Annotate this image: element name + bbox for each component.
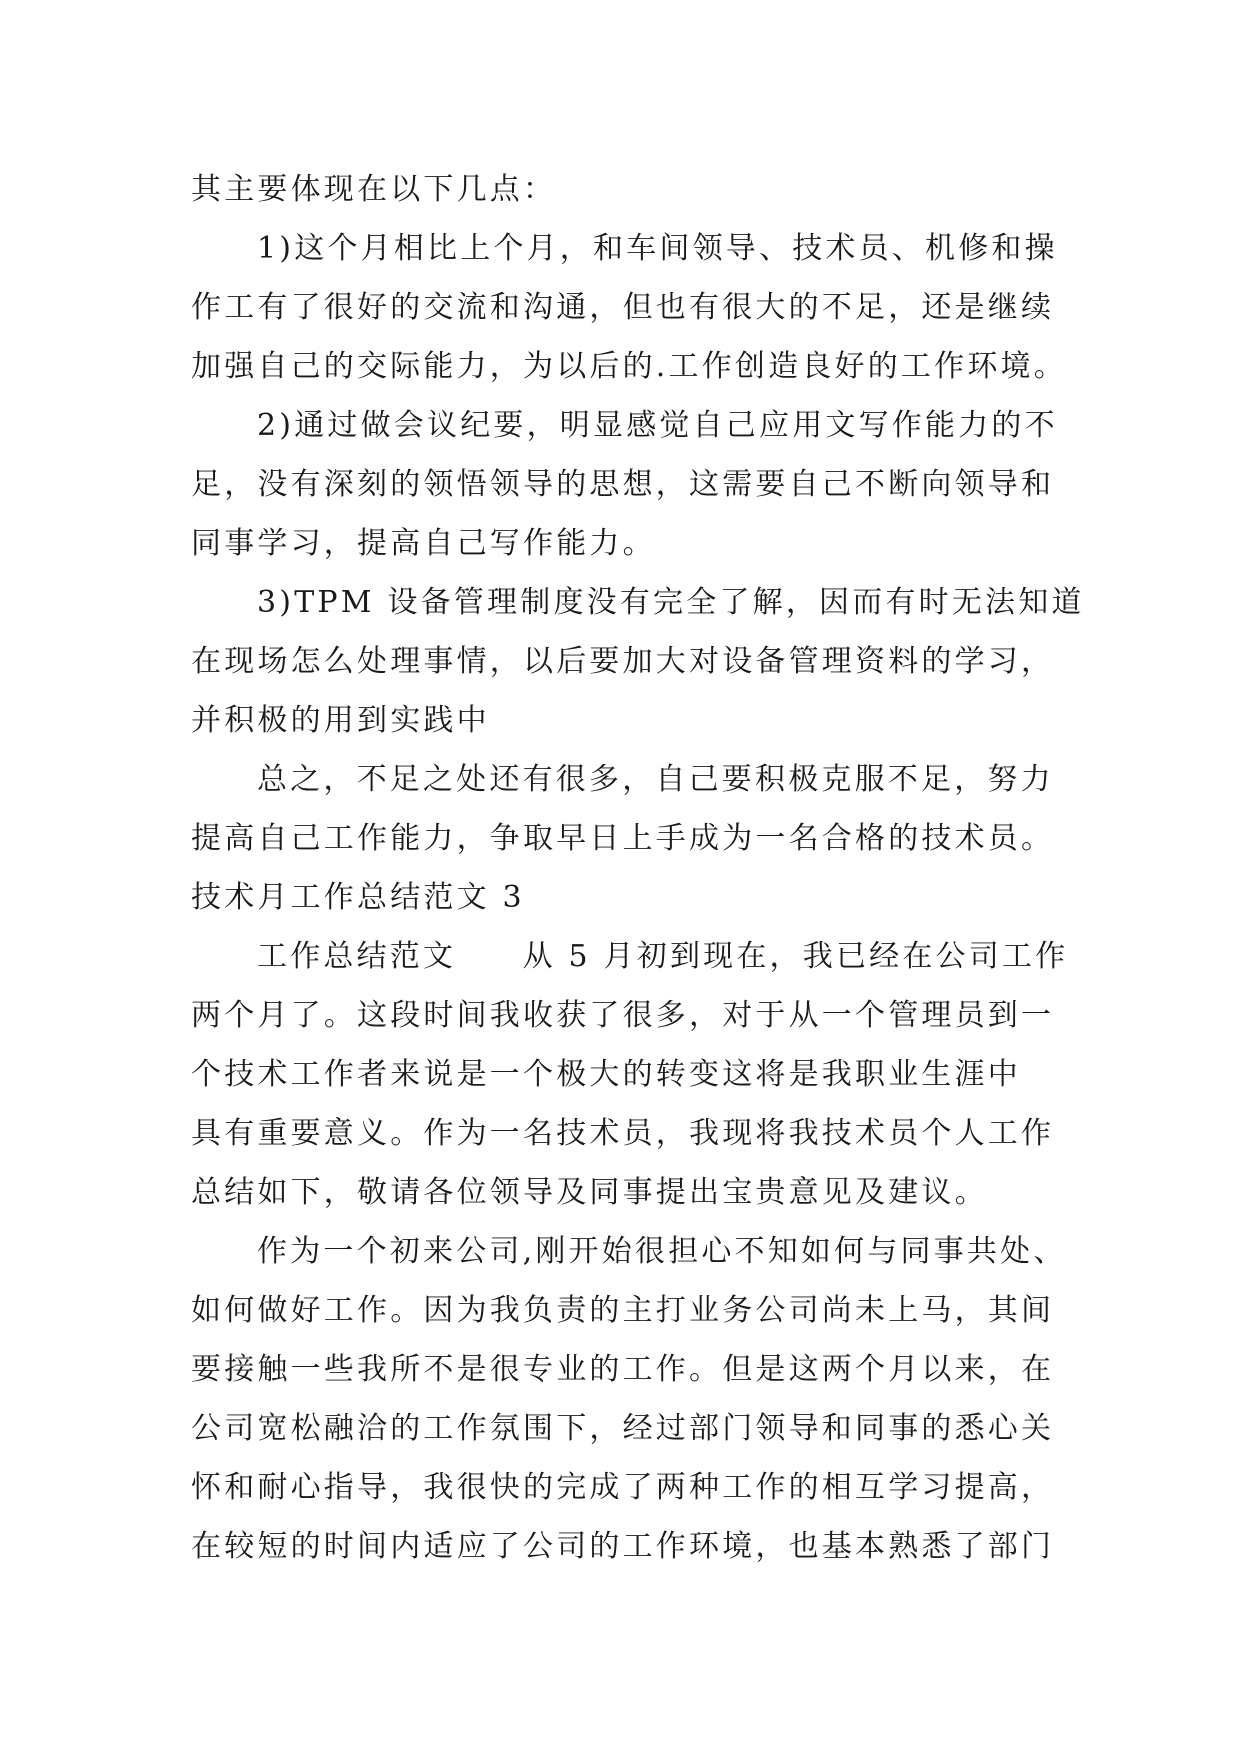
- text-line: 作为一个初来公司,刚开始很担心不知如何与同事共处、: [257, 1234, 1067, 1269]
- text-line: 1)这个月相比上个月，和车间领导、技术员、机修和操: [257, 231, 1058, 266]
- text-line: 总之，不足之处还有很多，自己要积极克服不足，努力: [257, 762, 1054, 797]
- text-line: 总结如下，敬请各位领导及同事提出宝贵意见及建议。: [191, 1175, 988, 1210]
- text-line: 公司宽松融洽的工作氛围下，经过部门领导和同事的悉心关: [191, 1411, 1055, 1446]
- text-line: 在较短的时间内适应了公司的工作环境，也基本熟悉了部门: [191, 1529, 1055, 1564]
- text-line: 工作总结范文 从 5 月初到现在，我已经在公司工作: [257, 939, 1069, 974]
- text-line: 个技术工作者来说是一个极大的转变这将是我职业生涯中: [191, 1057, 1021, 1092]
- section-heading: 技术月工作总结范文 3: [191, 880, 525, 915]
- text-line: 加强自己的交际能力，为以后的.工作创造良好的工作环境。: [191, 349, 1067, 384]
- text-line: 在现场怎么处理事情，以后要加大对设备管理资料的学习，: [191, 644, 1055, 679]
- text-line: 2)通过做会议纪要，明显感觉自己应用文写作能力的不: [257, 408, 1058, 443]
- text-line: 两个月了。这段时间我收获了很多，对于从一个管理员到一: [191, 998, 1055, 1033]
- text-line: 要接触一些我所不是很专业的工作。但是这两个月以来，在: [191, 1352, 1055, 1387]
- text-line: 如何做好工作。因为我负责的主打业务公司尚未上马，其间: [191, 1293, 1055, 1328]
- text-line: 具有重要意义。作为一名技术员，我现将我技术员个人工作: [191, 1116, 1055, 1151]
- text-line: 3)TPM 设备管理制度没有完全了解，因而有时无法知道: [257, 585, 1085, 620]
- document-body: [191, 160, 1085, 1576]
- text-line: 怀和耐心指导，我很快的完成了两种工作的相互学习提高，: [191, 1470, 1055, 1505]
- text-line: 并积极的用到实践中: [191, 703, 490, 738]
- text-line: 足，没有深刻的领悟领导的思想，这需要自己不断向领导和: [191, 467, 1055, 502]
- text-line: 同事学习，提高自己写作能力。: [191, 526, 656, 561]
- text-line: 作工有了很好的交流和沟通，但也有很大的不足，还是继续: [191, 290, 1055, 325]
- text-line: 提高自己工作能力，争取早日上手成为一名合格的技术员。: [191, 821, 1055, 856]
- text-line: 其主要体现在以下几点：: [191, 172, 557, 207]
